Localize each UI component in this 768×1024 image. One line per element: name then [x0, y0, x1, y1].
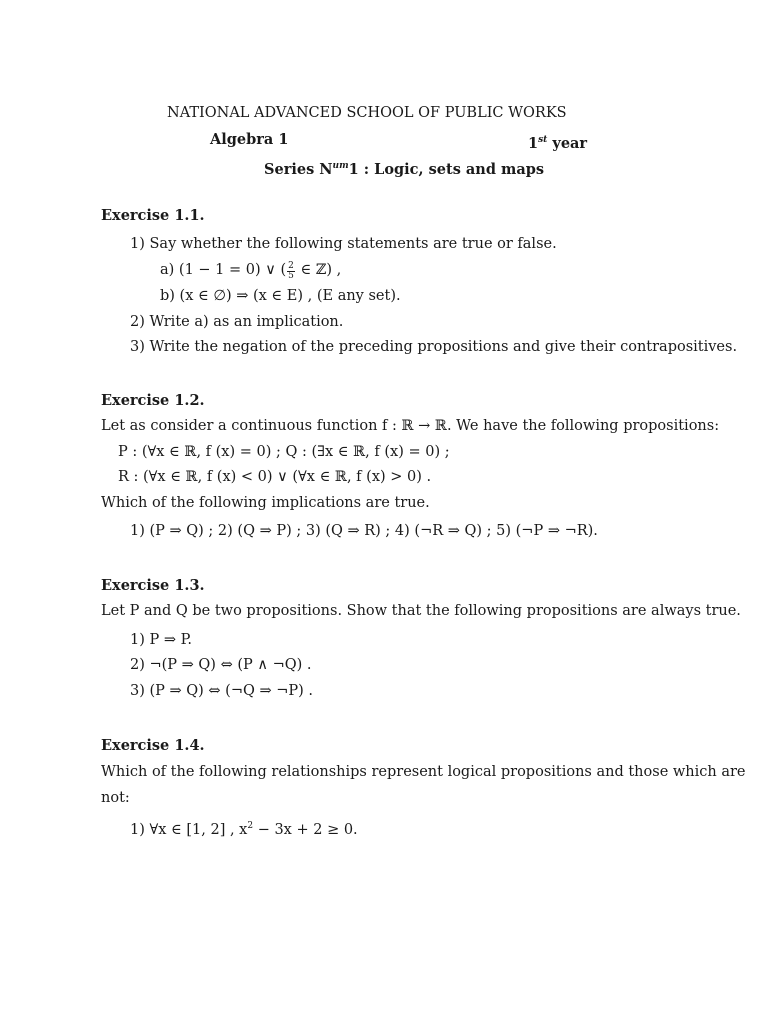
item-1-start: 1) ∀x ∈ [1, 2] , x: [130, 821, 248, 838]
exercise-1-3-item-3: 3) (P ⇒ Q) ⇔ (¬Q ⇒ ¬P) .: [130, 683, 314, 699]
exercise-1-4-intro-line-1: Which of the following relationships represent logical propositions and those which are: [101, 764, 746, 780]
year-number: 1: [528, 134, 539, 152]
series-rest: 1 : Logic, sets and maps: [348, 160, 545, 178]
year-word: year: [552, 134, 588, 152]
series-prefix: Series N: [264, 160, 333, 178]
exercise-1-2-question: Which of the following implications are true.: [101, 495, 430, 511]
exercise-1-1-title: Exercise 1.1.: [101, 207, 205, 224]
exercise-1-3-item-1: 1) P ⇒ P.: [130, 632, 193, 648]
series-title: [264, 157, 544, 179]
fraction-numerator: 2: [288, 261, 294, 271]
exercise-1-4-title: Exercise 1.4.: [101, 737, 205, 754]
course-name: Algebra 1: [210, 131, 289, 148]
year-label: [528, 131, 587, 153]
exponent: 2: [247, 821, 254, 831]
exercise-1-1-qa: [160, 261, 341, 281]
exercise-1-2-intro: Let as consider a continuous function f : ℝ → ℝ. We have the following propositions:: [101, 418, 720, 434]
exercise-1-3-title: Exercise 1.3.: [101, 577, 205, 594]
exercise-1-4-item-1: [130, 817, 358, 839]
exercise-1-2-title: Exercise 1.2.: [101, 392, 205, 409]
qa-end: ∈ ℤ) ,: [295, 262, 342, 278]
exercise-1-1-q3: 3) Write the negation of the preceding propositions and give their contrapositives.: [130, 339, 738, 355]
exercise-1-2-r-line: R : (∀x ∈ ℝ, f (x) < 0) ∨ (∀x ∈ ℝ, f (x) > 0) .: [118, 469, 432, 485]
fraction-two-fifths: [287, 262, 295, 281]
exercise-1-3-item-2: 2) ¬(P ⇒ Q) ⇔ (P ∧ ¬Q) .: [130, 657, 312, 673]
exercise-1-1-q1: 1) Say whether the following statements are true or false.: [130, 236, 557, 252]
exercise-1-2-p-q-line: P : (∀x ∈ ℝ, f (x) = 0) ; Q : (∃x ∈ ℝ, f (x) = 0) ;: [118, 444, 450, 460]
exercise-1-1-qb: b) (x ∈ ∅) ⇒ (x ∈ E) , (E any set).: [160, 288, 401, 304]
item-1-end: − 3x + 2 ≥ 0.: [253, 821, 358, 838]
qa-start: a) (1 − 1 = 0) ∨ (: [160, 262, 287, 278]
school-title: NATIONAL ADVANCED SCHOOL OF PUBLIC WORKS: [167, 105, 567, 121]
exercise-1-4-intro-line-2: not:: [101, 790, 130, 806]
fraction-denominator: 5: [288, 271, 294, 281]
series-superscript: um: [332, 161, 349, 171]
exercise-1-1-q2: 2) Write a) as an implication.: [130, 314, 344, 330]
year-ordinal: st: [538, 135, 548, 145]
exercise-1-2-items: 1) (P ⇒ Q) ; 2) (Q ⇒ P) ; 3) (Q ⇒ R) ; 4) (¬R ⇒ Q) ; 5) (¬P ⇒ ¬R).: [130, 523, 598, 539]
exercise-1-3-intro: Let P and Q be two propositions. Show that the following propositions are always true.: [101, 603, 741, 619]
